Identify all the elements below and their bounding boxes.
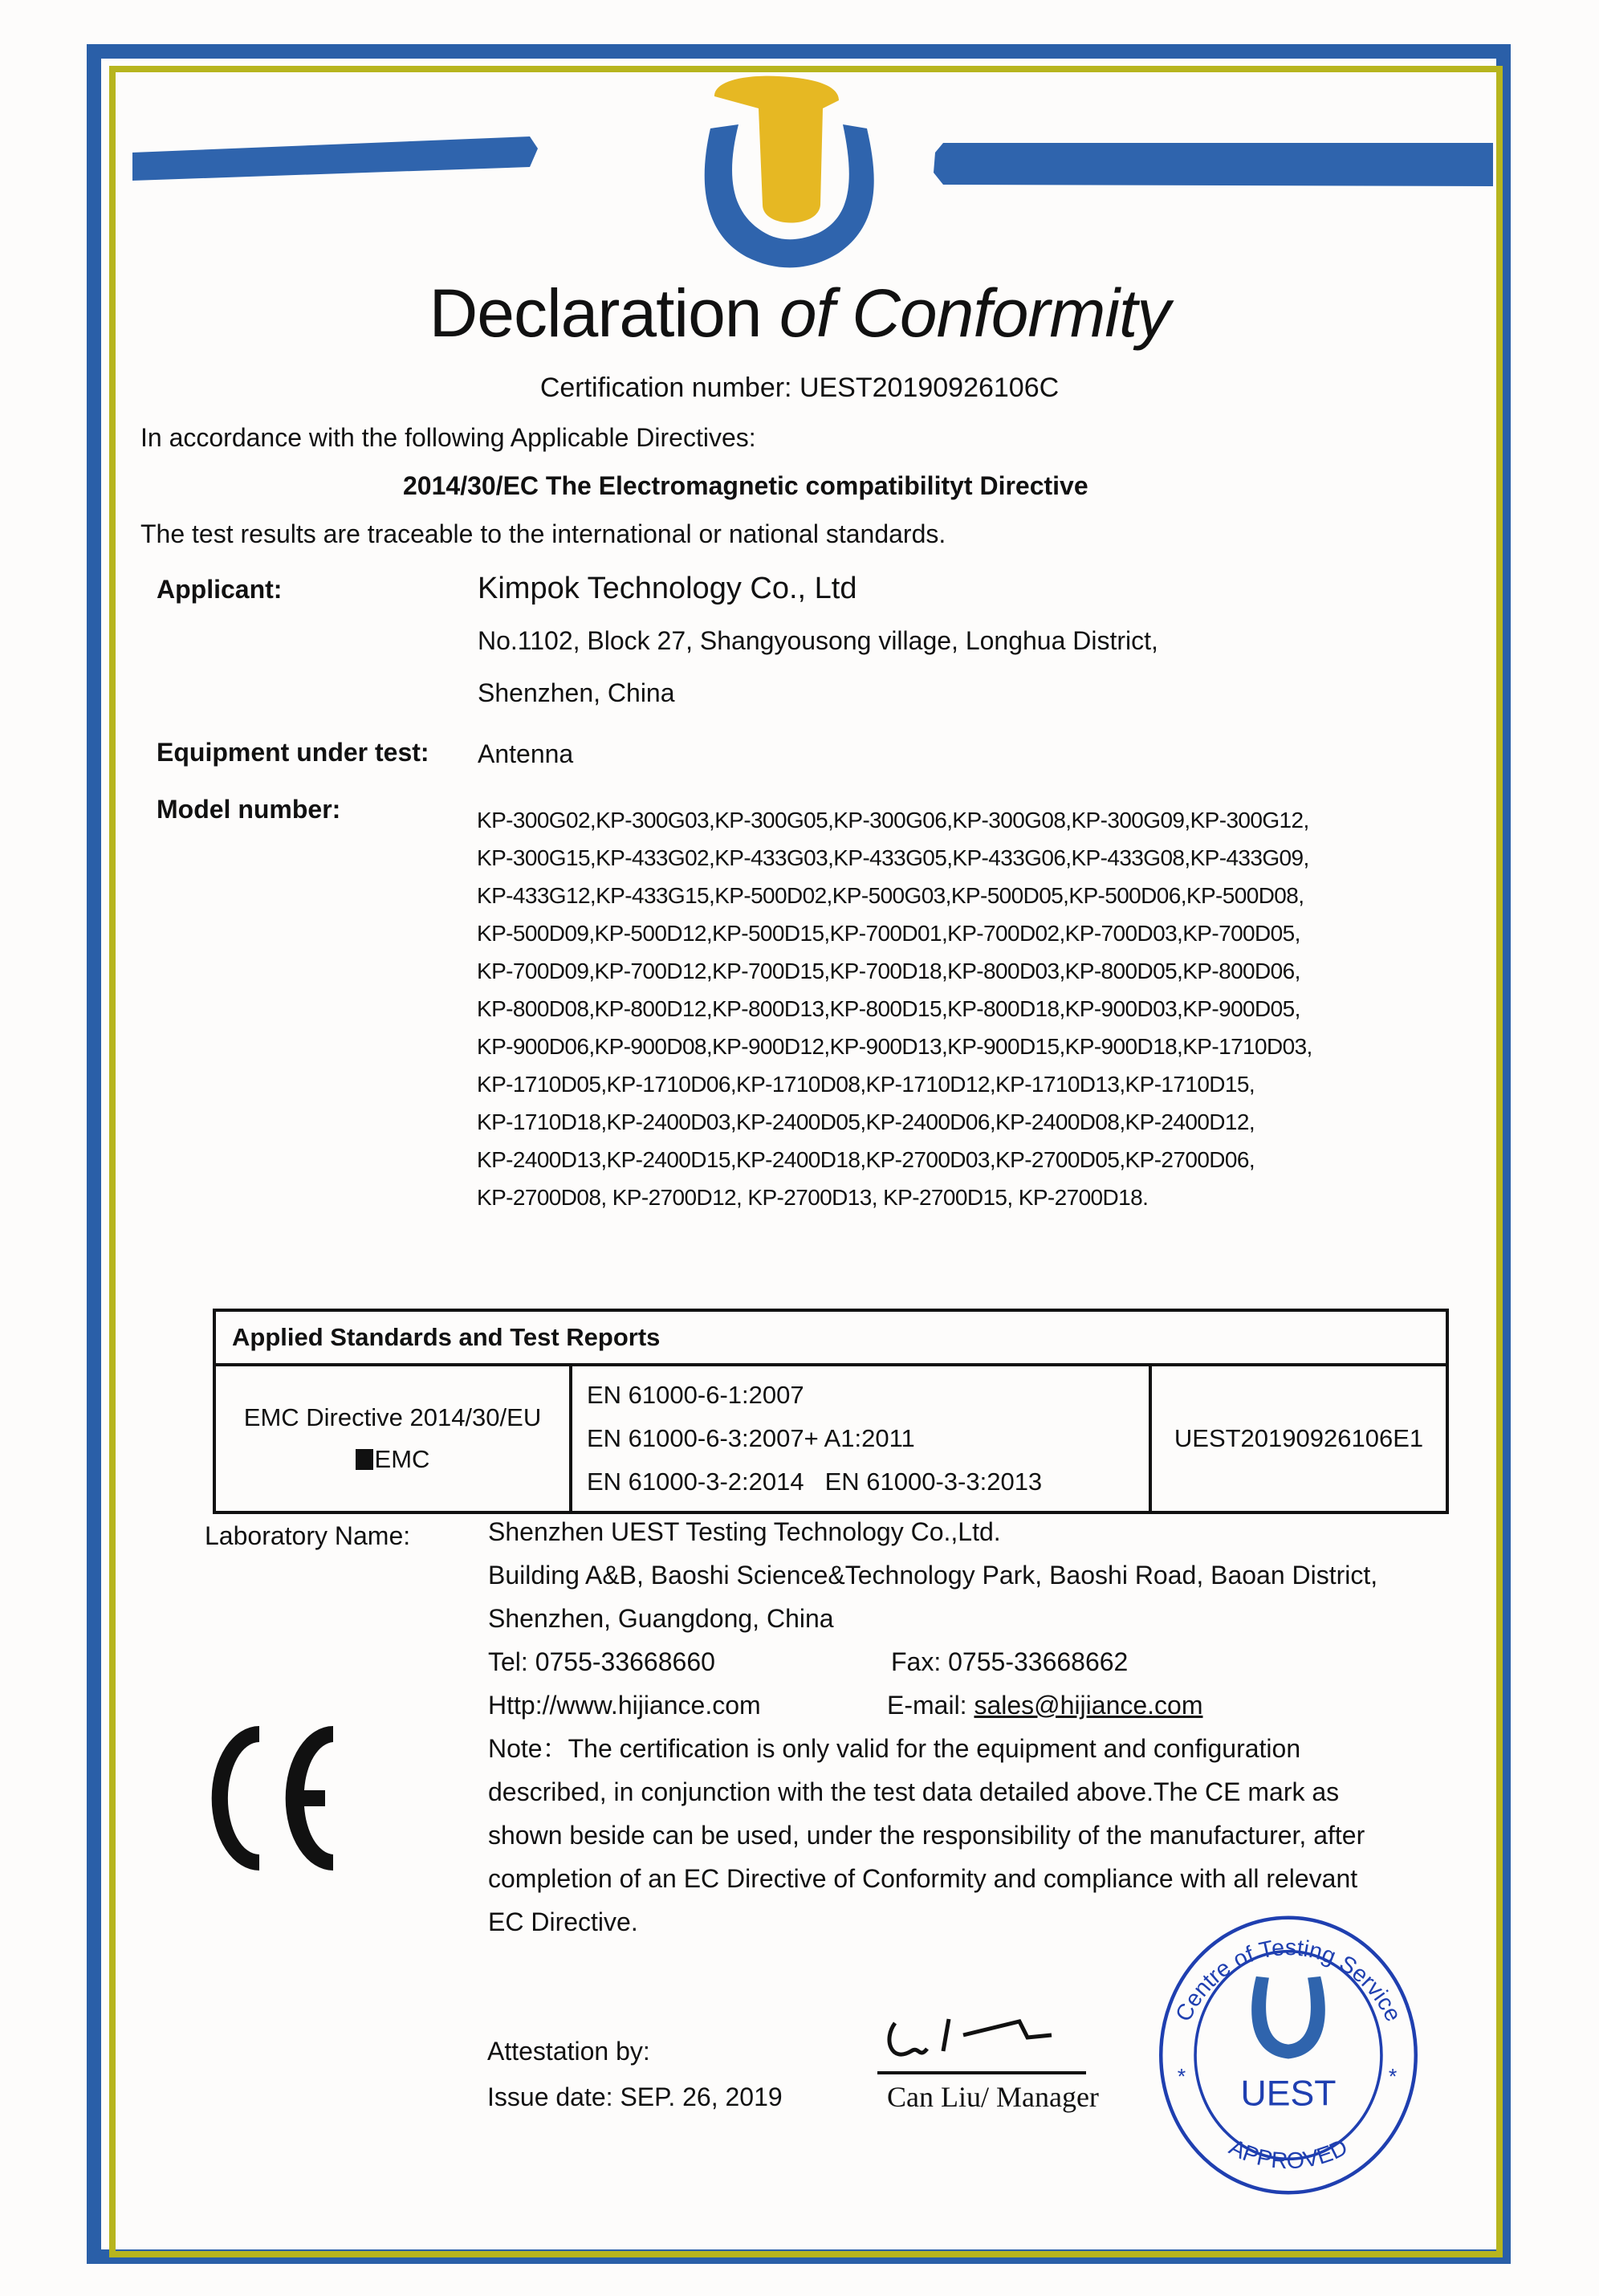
standard-item: EN 61000-6-3:2007+ A1:2011 [587, 1424, 915, 1452]
certification-number: Certification number: UEST20190926106C [539, 372, 1060, 403]
intro-directives: In accordance with the following Applicable Directives: [140, 423, 756, 452]
applicable-directive: 2014/30/EC The Electromagnetic compatibilityt Directive [403, 471, 1088, 500]
laboratory-address-1: Building A&B, Baoshi Science&Technology Park, Baoshi Road, Baoan District, [488, 1561, 1378, 1590]
title-of: of [779, 275, 834, 351]
ce-mark-icon [205, 1718, 333, 1879]
right-banner-bar [934, 143, 1493, 186]
model-line: KP-2700D08, KP-2700D12, KP-2700D13, KP-2700D15, KP-2700D18. [477, 1185, 1149, 1210]
note-line: described, in conjunction with the test data detailed above.The CE mark as [488, 1777, 1340, 1806]
model-line: KP-700D09,KP-700D12,KP-700D15,KP-700D18,KP-800D03,KP-800D05,KP-800D06, [477, 959, 1300, 983]
model-line: KP-500D09,KP-500D12,KP-500D15,KP-700D01,KP-700D02,KP-700D03,KP-700D05, [477, 921, 1300, 946]
title-conformity: Conformity [852, 275, 1170, 351]
stamp-uest-text: UEST [1240, 2074, 1337, 2114]
note-line: completion of an EC Directive of Conformity and compliance with all relevant [488, 1864, 1358, 1893]
attestation-label: Attestation by: [487, 2037, 650, 2066]
applicant-address-1: No.1102, Block 27, Shangyousong village, Longhua District, [478, 626, 1158, 655]
model-line: KP-900D06,KP-900D08,KP-900D12,KP-900D13,KP-900D15,KP-900D18,KP-1710D03, [477, 1034, 1312, 1059]
applicant-label: Applicant: [157, 575, 283, 604]
table-header-row [214, 1310, 1447, 1365]
svg-text:*: * [1177, 2064, 1186, 2089]
standards-cell [571, 1365, 1150, 1512]
email-label: E-mail: [887, 1691, 974, 1720]
title-declaration: Declaration [429, 275, 762, 351]
note-line: shown beside can be used, under the responsibility of the manufacturer, after [488, 1821, 1365, 1850]
standard-item: EN 61000-3-3:2013 [824, 1468, 1043, 1496]
traceable-statement: The test results are traceable to the international or national standards. [140, 519, 946, 548]
category-checkbox [216, 1439, 569, 1480]
equipment-value: Antenna [478, 739, 574, 768]
signature-line [877, 2071, 1086, 2074]
applicant-address-2: Shenzhen, China [478, 678, 675, 707]
directive-cell [214, 1365, 571, 1512]
stamp-ring-text-bottom: APPROVED [1224, 2134, 1353, 2175]
issue-date: Issue date: SEP. 26, 2019 [487, 2082, 783, 2111]
left-banner-bar [132, 136, 538, 181]
table-row [214, 1365, 1447, 1512]
model-number-label: Model number: [157, 795, 341, 824]
standard-item: EN 61000-3-2:2014 [587, 1468, 804, 1496]
model-line: KP-1710D18,KP-2400D03,KP-2400D05,KP-2400D06,KP-2400D08,KP-2400D12, [477, 1109, 1255, 1134]
standard-item: EN 61000-6-1:2007 [587, 1381, 804, 1409]
filled-square-icon [356, 1449, 373, 1470]
model-number-list [477, 805, 1312, 1220]
laboratory-website[interactable]: Http://www.hijiance.com [488, 1691, 761, 1720]
model-line: KP-433G12,KP-433G15,KP-500D02,KP-500G03,KP-500D05,KP-500D06,KP-500D08, [477, 883, 1304, 908]
applicant-name: Kimpok Technology Co., Ltd [478, 572, 857, 605]
laboratory-fax: Fax: 0755-33668662 [891, 1647, 1129, 1676]
uest-logo-icon [682, 60, 899, 277]
model-line: KP-2400D13,KP-2400D15,KP-2400D18,KP-2700D03,KP-2700D05,KP-2700D06, [477, 1147, 1255, 1172]
directive-name: EMC Directive 2014/30/EU [243, 1403, 542, 1431]
laboratory-address-2: Shenzhen, Guangdong, China [488, 1604, 834, 1633]
document-title [0, 273, 1599, 353]
laboratory-name: Shenzhen UEST Testing Technology Co.,Ltd. [488, 1517, 1001, 1546]
svg-text:*: * [1388, 2064, 1398, 2089]
category-label: EMC [374, 1445, 430, 1473]
email-link[interactable]: sales@hijiance.com [974, 1691, 1203, 1720]
table-header: Applied Standards and Test Reports [214, 1310, 1447, 1365]
model-line: KP-1710D05,KP-1710D06,KP-1710D08,KP-1710D12,KP-1710D13,KP-1710D15, [477, 1072, 1255, 1097]
model-line: KP-300G02,KP-300G03,KP-300G05,KP-300G06,KP-300G08,KP-300G09,KP-300G12, [477, 808, 1309, 833]
model-line: KP-300G15,KP-433G02,KP-433G03,KP-433G05,KP-433G06,KP-433G08,KP-433G09, [477, 845, 1309, 870]
applied-standards-table [213, 1309, 1449, 1514]
signatory-name: Can Liu/ Manager [887, 2081, 1099, 2113]
note-line: Note：The certification is only valid for the equipment and configuration [488, 1734, 1301, 1763]
report-number-cell: UEST20190926106E1 [1150, 1365, 1447, 1512]
model-line: KP-800D08,KP-800D12,KP-800D13,KP-800D15,KP-800D18,KP-900D03,KP-900D05, [477, 996, 1300, 1021]
laboratory-email [887, 1689, 1203, 1721]
approval-stamp-icon [1156, 1911, 1421, 2200]
note-line: EC Directive. [488, 1907, 638, 1936]
laboratory-tel: Tel: 0755-33668660 [488, 1647, 715, 1676]
laboratory-label: Laboratory Name: [205, 1521, 411, 1550]
stamp-ring-text-top: Centre of Testing Service [1170, 1935, 1406, 2026]
equipment-label: Equipment under test: [157, 738, 429, 767]
signature-icon [883, 2007, 1068, 2067]
